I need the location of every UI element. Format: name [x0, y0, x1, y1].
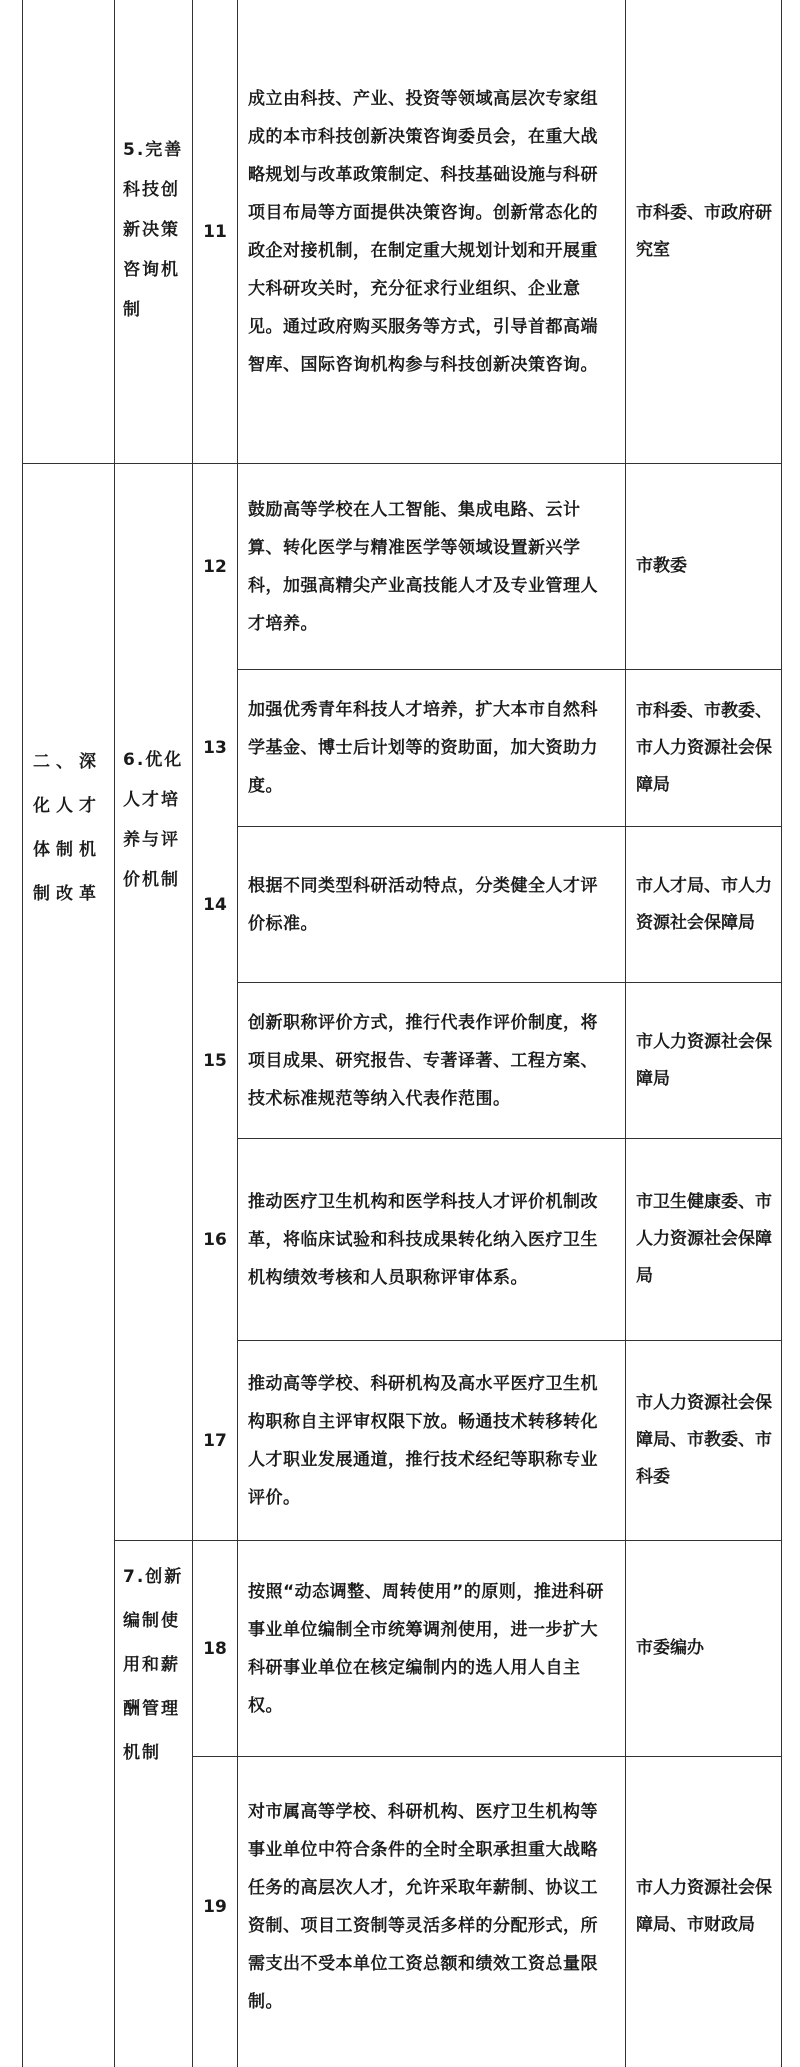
row-number [193, 1757, 237, 2057]
row-number [193, 670, 237, 826]
policy-table [22, 0, 782, 2067]
row-content [238, 1341, 625, 1540]
content-text: 加强优秀青年科技人才培养，扩大本市自然科学基金、博士后计划等的资助面，加大资助力度。 [248, 700, 598, 796]
content-text: 推动高等学校、科研机构及高水平医疗卫生机构职称自主评审权限下放。畅通技术转移转化人才职业发展通道，推行技术经纪等职称专业评价。 [248, 1373, 598, 1508]
row-unit [626, 827, 781, 982]
row-number [193, 1341, 237, 1540]
content-text: 推动医疗卫生机构和医学科技人才评价机制改革，将临床试验和科技成果转化纳入医疗卫生机构绩效考核和人员职称评审体系。 [248, 1191, 598, 1288]
row-unit [626, 670, 781, 826]
group-cell-6 [115, 740, 192, 940]
row-number [193, 464, 237, 669]
number-text: 15 [203, 1050, 227, 1071]
group-label: 7.创新编制使用和薪酬管理机制 [123, 1567, 184, 1763]
row-unit [626, 1139, 781, 1340]
group-label: 5.完善科技创新决策咨询机制 [123, 140, 184, 320]
row-content [238, 983, 625, 1138]
unit-text: 市人力资源社会保障局 [636, 1031, 772, 1089]
content-text: 按照“动态调整、周转使用”的原则，推进科研事业单位编制全市统筹调剂使用，进一步扩大科研事业单位在核定编制内的选人用人自主权。 [248, 1581, 604, 1716]
row-unit [626, 1541, 781, 1756]
row-number [193, 1541, 237, 1756]
row-content [238, 0, 625, 463]
row-content [238, 1541, 625, 1756]
category-label: 二、深化人才体制机制改革 [33, 752, 102, 904]
number-text: 18 [203, 1638, 227, 1659]
content-text: 成立由科技、产业、投资等领域高层次专家组成的本市科技创新决策咨询委员会，在重大战略规划与改革政策制定、科技基础设施与科研项目布局等方面提供决策咨询。创新常态化的政企对接机制，在制定重大规划计划和开展重大科研攻关时，充分征求行业组织、企业意见。通过政府购买服务等方式，引导首都高端智库、国际咨询机构参与科技创新决策咨询。 [248, 88, 598, 375]
content-text: 对市属高等学校、科研机构、医疗卫生机构等事业单位中符合条件的全时全职承担重大战略任务的高层次人才，允许采取年薪制、协议工资制、项目工资制等灵活多样的分配形式，所需支出不受本单位工资总额和绩效工资总量限制。 [248, 1802, 598, 2012]
number-text: 14 [203, 894, 227, 915]
content-text: 鼓励高等学校在人工智能、集成电路、云计算、转化医学与精准医学等领域设置新兴学科，加强高精尖产业高技能人才及专业管理人才培养。 [248, 499, 598, 634]
group-label: 6.优化人才培养与评价机制 [123, 750, 184, 890]
unit-text: 市卫生健康委、市人力资源社会保障局 [636, 1192, 772, 1286]
unit-text: 市教委 [636, 556, 687, 576]
unit-text: 市科委、市教委、市人力资源社会保障局 [636, 700, 772, 795]
row-number [193, 827, 237, 982]
row-content [238, 1757, 625, 2057]
row-unit [626, 1341, 781, 1540]
number-text: 19 [203, 1897, 227, 1917]
row-content [238, 1139, 625, 1340]
number-text: 16 [203, 1229, 227, 1250]
row-number [193, 983, 237, 1138]
content-text: 创新职称评价方式，推行代表作评价制度，将项目成果、研究报告、专著译著、工程方案、技术标准规范等纳入代表作范围。 [248, 1012, 598, 1109]
unit-text: 市人才局、市人力资源社会保障局 [636, 875, 772, 933]
group-cell-7 [115, 1555, 192, 1805]
unit-text: 市委编办 [636, 1638, 704, 1658]
table-border-left [22, 0, 23, 2067]
row-content [238, 464, 625, 669]
number-text: 13 [203, 738, 227, 758]
row-unit [626, 0, 781, 463]
row-content [238, 827, 625, 982]
number-text: 12 [203, 556, 227, 577]
row-unit [626, 1757, 781, 2057]
row-unit [626, 983, 781, 1138]
unit-text: 市科委、市政府研究室 [636, 202, 772, 260]
row-number [193, 1139, 237, 1340]
group-cell-5 [115, 90, 192, 370]
unit-text: 市人力资源社会保障局、市财政局 [636, 1878, 772, 1935]
row-unit [626, 464, 781, 669]
number-text: 11 [203, 221, 227, 242]
number-text: 17 [203, 1430, 227, 1451]
row-content [238, 670, 625, 826]
unit-text: 市人力资源社会保障局、市教委、市科委 [636, 1393, 772, 1487]
row-number [193, 0, 237, 463]
category-cell-section-two [23, 740, 114, 980]
content-text: 根据不同类型科研活动特点，分类健全人才评价标准。 [248, 875, 598, 934]
